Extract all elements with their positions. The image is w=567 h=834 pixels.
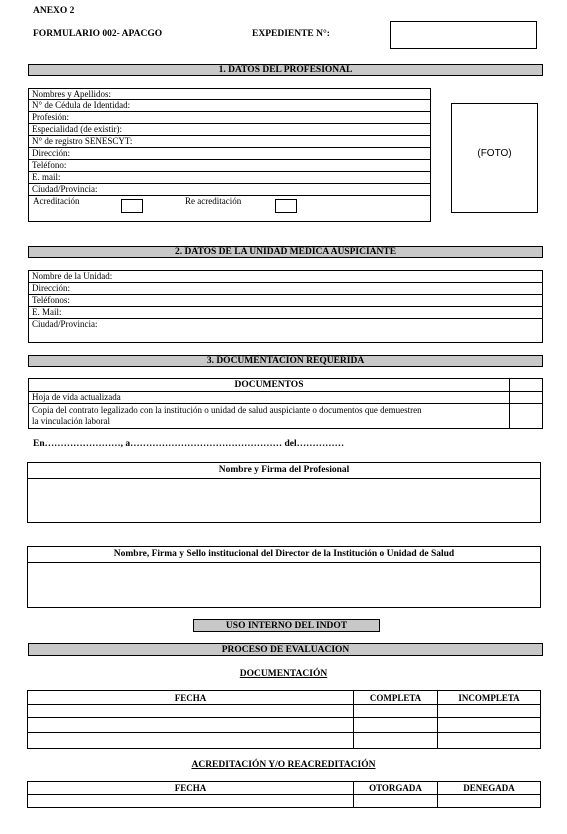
accreditation-label: Acreditación bbox=[33, 196, 80, 206]
table-cell[interactable] bbox=[28, 705, 354, 718]
unit-field-row-0[interactable] bbox=[29, 271, 542, 283]
field-row-3[interactable] bbox=[29, 124, 430, 136]
documents-header: DOCUMENTOS bbox=[234, 380, 304, 390]
document-check-cell[interactable] bbox=[510, 404, 542, 428]
table-cell[interactable] bbox=[28, 795, 354, 808]
column-header: DENEGADA bbox=[438, 782, 541, 795]
section-3-header: 3. DOCUMENTACION REQUERIDA bbox=[28, 355, 543, 367]
table-cell[interactable] bbox=[354, 718, 438, 733]
unit-field-row-2[interactable] bbox=[29, 295, 542, 307]
documentation-table bbox=[27, 690, 541, 749]
unit-field-row-1[interactable] bbox=[29, 283, 542, 295]
reaccreditation-label: Re acreditación bbox=[185, 196, 242, 206]
field-label: Nombres y Apellidos: bbox=[32, 89, 111, 99]
unit-data-box bbox=[28, 270, 543, 343]
field-label: Dirección: bbox=[32, 283, 70, 293]
field-label: Dirección: bbox=[32, 148, 70, 158]
field-row-0[interactable] bbox=[29, 89, 430, 100]
field-row-8[interactable] bbox=[29, 184, 430, 196]
field-label: E. Mail: bbox=[32, 307, 62, 317]
form-code: FORMULARIO 002- APACGO bbox=[33, 29, 163, 39]
field-row-7[interactable] bbox=[29, 172, 430, 184]
column-header: OTORGADA bbox=[354, 782, 438, 795]
internal-use-header: USO INTERNO DEL INDOT bbox=[193, 619, 380, 632]
accreditation-title: ACREDITACIÓN Y/O REACREDITACIÓN bbox=[191, 760, 376, 770]
photo-label: (FOTO) bbox=[477, 148, 512, 159]
table-cell[interactable] bbox=[28, 733, 354, 749]
field-row-5[interactable] bbox=[29, 148, 430, 160]
table-cell[interactable] bbox=[354, 795, 438, 808]
document-item-continued: la vinculación laboral bbox=[32, 416, 110, 426]
field-label: Especialidad (de existir): bbox=[32, 124, 122, 134]
reaccreditation-checkbox[interactable] bbox=[275, 199, 297, 213]
table-cell[interactable] bbox=[354, 705, 438, 718]
field-label: Ciudad/Provincia: bbox=[32, 319, 98, 329]
signature-title: Nombre, Firma y Sello institucional del Director de la Institución o Unidad de Salud bbox=[113, 549, 455, 559]
column-header: COMPLETA bbox=[354, 691, 438, 705]
accreditation-checkbox[interactable] bbox=[121, 199, 143, 213]
field-label: E. mail: bbox=[32, 172, 61, 182]
documentation-title: DOCUMENTACIÓN bbox=[239, 669, 328, 679]
unit-field-row-3[interactable] bbox=[29, 307, 542, 319]
unit-field-row-4[interactable] bbox=[29, 319, 542, 342]
field-label: Profesión: bbox=[32, 112, 69, 122]
field-label: Teléfonos: bbox=[32, 295, 70, 305]
professional-data-box bbox=[28, 88, 431, 222]
divider bbox=[28, 478, 540, 479]
accreditation-row bbox=[29, 196, 430, 221]
table-cell[interactable] bbox=[438, 795, 541, 808]
field-label: Teléfono: bbox=[32, 160, 67, 170]
director-signature-box[interactable] bbox=[27, 546, 541, 608]
section-1-header: 1. DATOS DEL PROFESIONAL bbox=[28, 64, 543, 76]
document-check-cell[interactable] bbox=[510, 392, 542, 403]
field-row-6[interactable] bbox=[29, 160, 430, 172]
table-cell[interactable] bbox=[354, 733, 438, 749]
field-label: Nombre de la Unidad: bbox=[32, 271, 113, 281]
document-item: Hoja de vida actualizada bbox=[32, 392, 121, 402]
table-cell[interactable] bbox=[438, 705, 541, 718]
table-divider bbox=[29, 403, 542, 404]
evaluation-process-header: PROCESO DE EVALUACION bbox=[28, 643, 543, 656]
accreditation-table bbox=[27, 781, 541, 808]
column-header: FECHA bbox=[28, 691, 354, 705]
field-label: N° de registro SENESCYT: bbox=[32, 136, 133, 146]
table-cell[interactable] bbox=[28, 718, 354, 733]
field-row-4[interactable] bbox=[29, 136, 430, 148]
file-number-field[interactable] bbox=[390, 21, 537, 49]
column-header: FECHA bbox=[28, 782, 354, 795]
field-row-2[interactable] bbox=[29, 112, 430, 124]
document-item: Copia del contrato legalizado con la institución o unidad de salud auspiciante o documentos que demuestren bbox=[32, 405, 422, 415]
professional-signature-box[interactable] bbox=[27, 462, 541, 523]
divider bbox=[28, 562, 540, 563]
photo-box[interactable] bbox=[451, 103, 538, 213]
file-number-label: EXPEDIENTE N°: bbox=[252, 29, 330, 39]
documents-table bbox=[28, 378, 543, 429]
signature-title: Nombre y Firma del Profesional bbox=[218, 465, 350, 475]
place-date-line[interactable]: En……………………, a………………………………………… del…………… bbox=[33, 439, 345, 449]
field-row-1[interactable] bbox=[29, 100, 430, 112]
field-label: Ciudad/Provincia: bbox=[32, 184, 98, 194]
field-label: N° de Cédula de Identidad: bbox=[32, 100, 131, 110]
section-2-header: 2. DATOS DE LA UNIDAD MEDICA AUSPICIANTE bbox=[28, 246, 543, 258]
table-cell[interactable] bbox=[438, 733, 541, 749]
table-cell[interactable] bbox=[438, 718, 541, 733]
annex-label: ANEXO 2 bbox=[33, 6, 75, 16]
column-header: INCOMPLETA bbox=[438, 691, 541, 705]
